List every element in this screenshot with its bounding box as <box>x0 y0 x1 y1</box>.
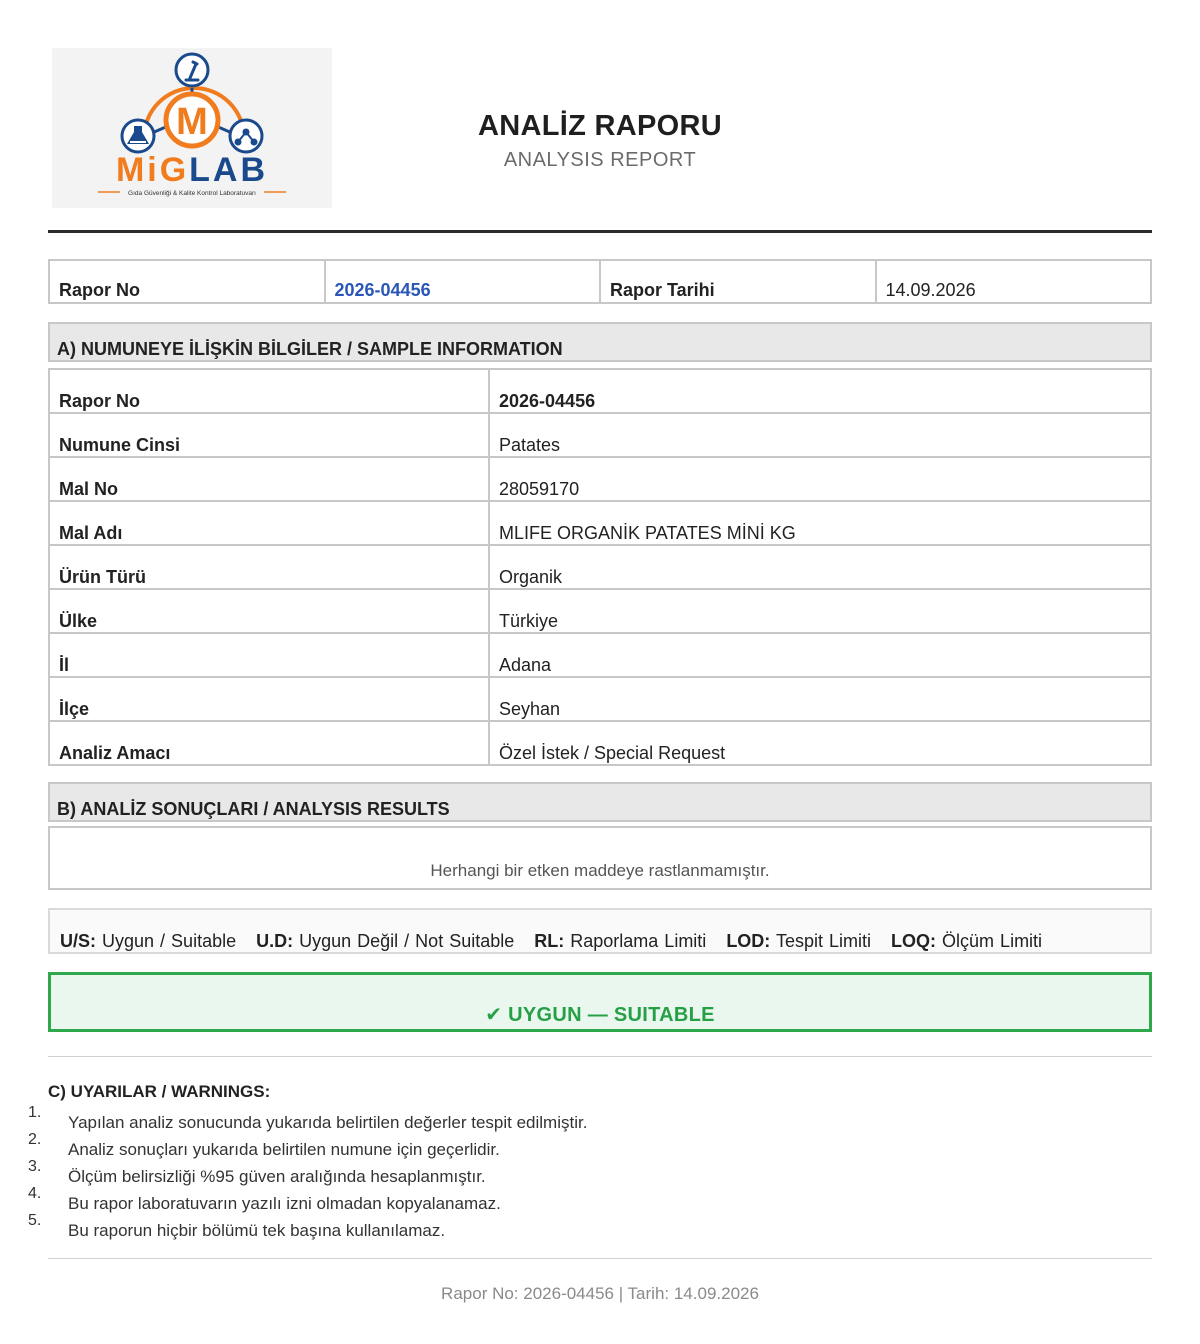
row-label: Ülke <box>59 611 98 631</box>
row-value: Özel İstek / Special Request <box>499 743 726 763</box>
flask-icon <box>122 120 154 152</box>
section-c-title: C) UYARILAR / WARNINGS: <box>48 1082 271 1101</box>
report-date-label-cell <box>601 261 877 302</box>
molecule-icon <box>230 120 262 152</box>
logo-tagline: Gıda Güvenliği & Kalite Kontrol Laboratuvarı <box>128 190 256 197</box>
row-label: Numune Cinsi <box>59 435 181 455</box>
row-value: Organik <box>499 567 563 587</box>
report-meta-table <box>48 259 1152 304</box>
list-item-number: 1. <box>28 1104 42 1121</box>
table-row <box>50 458 1150 502</box>
verdict-text: ✔ UYGUN — SUITABLE <box>485 1004 715 1026</box>
row-label: Mal Adı <box>59 523 123 543</box>
table-row <box>50 678 1150 722</box>
report-date-value: 14.09.2026 <box>885 280 976 300</box>
list-item-text: Bu raporun hiçbir bölümü tek başına kullanılamaz. <box>68 1221 446 1240</box>
report-no-label: Rapor No <box>59 280 140 300</box>
logo-brand: MiGLAB <box>115 151 269 189</box>
row-label: Rapor No <box>59 391 140 411</box>
page-footer: Rapor No: 2026-04456 | Tarih: 14.09.2026 <box>441 1284 759 1303</box>
list-item-text: Yapılan analiz sonucunda yukarıda belirtilen değerler tespit edilmiştir. <box>68 1113 588 1132</box>
legend-us-abbr: U/S: <box>60 931 96 951</box>
legend-ud-text: Uygun Değil / Not Suitable <box>299 931 515 951</box>
list-item-number: 4. <box>28 1185 42 1202</box>
logo-letter: M <box>176 101 208 143</box>
table-row <box>50 502 1150 546</box>
row-label: İl <box>59 655 70 675</box>
divider <box>48 1056 1152 1057</box>
row-label: Mal No <box>59 479 119 499</box>
legend-loq-text: Ölçüm Limiti <box>942 931 1043 951</box>
list-item <box>28 1158 1128 1185</box>
page-title: ANALİZ RAPORU <box>478 110 722 142</box>
list-item-text: Analiz sonuçları yukarıda belirtilen numune için geçerlidir. <box>68 1140 500 1159</box>
header-divider <box>48 230 1152 233</box>
list-item <box>28 1212 1128 1239</box>
row-value: MLIFE ORGANİK PATATES MİNİ KG <box>499 523 796 543</box>
legend-line <box>60 931 1042 952</box>
sample-info-table <box>48 368 1152 766</box>
section-b-header <box>48 782 1152 822</box>
abbreviation-legend <box>48 908 1152 954</box>
row-value: Seyhan <box>499 699 561 719</box>
page-subtitle: ANALYSIS REPORT <box>503 149 697 171</box>
table-row <box>50 722 1150 764</box>
footer-divider <box>48 1258 1152 1259</box>
row-value: Patates <box>499 435 561 455</box>
table-row <box>50 634 1150 678</box>
list-item-number: 3. <box>28 1158 42 1175</box>
row-label: İlçe <box>59 699 90 719</box>
list-item-text: Ölçüm belirsizliği %95 güven aralığında hesaplanmıştır. <box>68 1167 486 1186</box>
legend-lod-abbr: LOD: <box>726 931 771 951</box>
row-value: 2026-04456 <box>499 391 596 411</box>
report-no-value-cell <box>326 261 602 302</box>
row-value: Türkiye <box>499 611 559 631</box>
microscope-icon <box>176 54 208 86</box>
list-item <box>28 1104 1128 1131</box>
report-heading <box>400 110 800 172</box>
results-box <box>48 826 1152 890</box>
row-value: 28059170 <box>499 479 580 499</box>
legend-rl-abbr: RL: <box>534 931 565 951</box>
report-no-value: 2026-04456 <box>334 280 431 300</box>
legend-loq-abbr: LOQ: <box>891 931 937 951</box>
list-item-number: 5. <box>28 1212 42 1229</box>
section-a-header <box>48 322 1152 362</box>
list-item-number: 2. <box>28 1131 42 1148</box>
report-no-label-cell <box>50 261 326 302</box>
table-row <box>50 414 1150 458</box>
result-text: Herhangi bir etken maddeye rastlanmamıştır. <box>430 861 770 880</box>
row-label: Analiz Amacı <box>59 743 171 763</box>
row-label: Ürün Türü <box>59 567 146 587</box>
legend-ud-abbr: U.D: <box>256 931 294 951</box>
table-row <box>50 590 1150 634</box>
lab-logo <box>52 48 332 208</box>
list-item <box>28 1131 1128 1158</box>
verdict-banner <box>48 972 1152 1032</box>
report-date-value-cell <box>877 261 1151 302</box>
section-b-title: B) ANALİZ SONUÇLARI / ANALYSIS RESULTS <box>57 799 450 819</box>
table-row <box>50 370 1150 414</box>
report-date-label: Rapor Tarihi <box>610 280 715 300</box>
list-item <box>28 1185 1128 1212</box>
section-a-title: A) NUMUNEYE İLİŞKİN BİLGİLER / SAMPLE INFORMATION <box>57 339 563 359</box>
legend-us-text: Uygun / Suitable <box>102 931 237 951</box>
row-value: Adana <box>499 655 552 675</box>
table-row <box>50 546 1150 590</box>
list-item-text: Bu rapor laboratuvarın yazılı izni olmadan kopyalanamaz. <box>68 1194 501 1213</box>
warnings-list <box>28 1104 1128 1239</box>
legend-rl-text: Raporlama Limiti <box>570 931 707 951</box>
legend-lod-text: Tespit Limiti <box>776 931 872 951</box>
